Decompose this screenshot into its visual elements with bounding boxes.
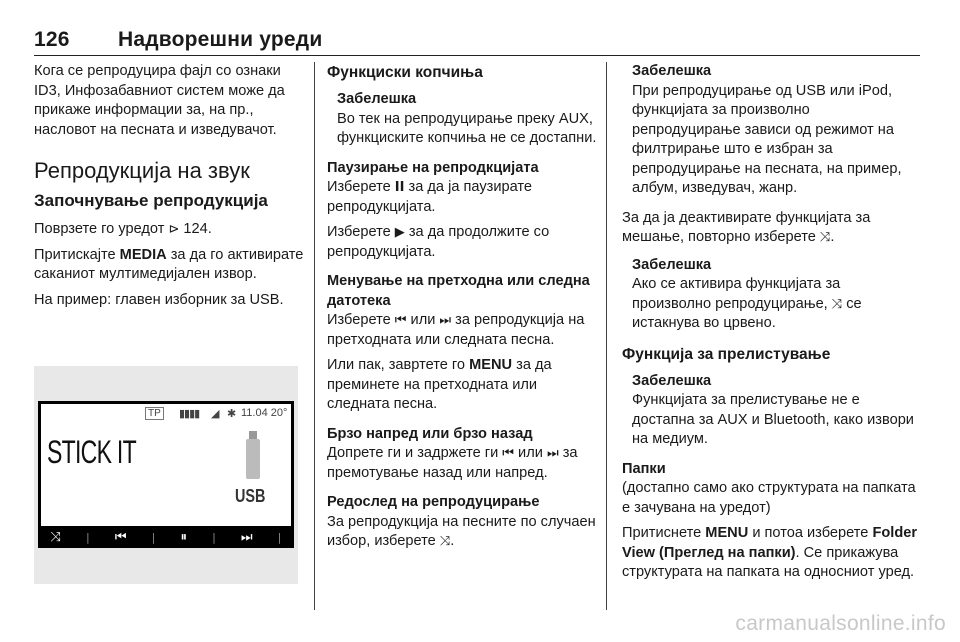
- signal-icon: ◢: [211, 408, 220, 420]
- column-2: [327, 62, 599, 558]
- pause-icon[interactable]: ⏸: [180, 529, 187, 545]
- page-ref-icon: ⊳: [168, 222, 180, 237]
- menu-turn-paragraph: Или пак, завртете го MENU за да преминете на претходната или следната песна.: [327, 357, 552, 412]
- title-fast-forward: Брзо напред или брзо назад: [327, 425, 533, 442]
- note-usb-shuffle: [622, 62, 922, 199]
- tp-indicator: TP: [145, 407, 164, 420]
- note-title: Забелешка: [632, 256, 712, 273]
- folders-paragraph-1: (достапно само ако структурата на папката е зачувана на уредот): [622, 480, 916, 516]
- note-title: Забелешка: [632, 63, 712, 79]
- pause-icon: II: [394, 180, 405, 195]
- usb-label: USB: [235, 486, 266, 506]
- prev-next-paragraph: Изберете ⏮ или ⏭ за репродукција на претходната или следната песна.: [327, 312, 585, 348]
- page-header: [34, 28, 322, 52]
- previous-icon: ⏮: [502, 446, 514, 461]
- note-title: Забелешка: [632, 372, 712, 389]
- separator: |: [86, 530, 90, 544]
- column-1: [34, 62, 304, 316]
- heading-browse: Функција за прелистување: [622, 345, 831, 363]
- title-folders: Папки: [622, 460, 666, 477]
- column-divider-2: [606, 62, 607, 610]
- column-3: [622, 62, 922, 589]
- subheading-start-playback: Започнување репродукција: [34, 191, 268, 210]
- page-title: Надворешни уреди: [118, 28, 323, 51]
- pause-paragraph: Изберете II за да ја паузирате репродукцијата.: [327, 179, 533, 215]
- shuffle-icon[interactable]: ⤨: [50, 529, 61, 545]
- note-aux: [327, 90, 599, 149]
- previous-icon: ⏮: [394, 313, 407, 328]
- separator: |: [212, 530, 216, 544]
- note-text: Во тек на репродуцирање преку AUX, функциските копчиња не се достапни.: [337, 110, 597, 146]
- note-text: Функцијата за прелистување не е достапна за AUX и Bluetooth, како извори на медиум.: [632, 392, 914, 447]
- title-prev-next: Менување на претходна или следна датотека: [327, 273, 590, 309]
- media-key: MEDIA: [119, 246, 167, 263]
- note-title: Забелешка: [337, 91, 417, 107]
- shuffle-paragraph: За репродукција на песните по случаен избор, изберете ⤨.: [327, 513, 596, 549]
- shuffle-icon: ⤨: [439, 534, 451, 549]
- fast-forward-paragraph: Допрете ги и задржете ги ⏮ или ⏭ за премотување назад или напред.: [327, 445, 578, 481]
- separator: |: [277, 530, 282, 544]
- note-browse: [622, 372, 922, 450]
- separator: |: [151, 530, 156, 544]
- shuffle-icon: ⤨: [819, 230, 831, 245]
- intro-paragraph: Кога се репродуцира фајл со ознаки ID3, Инфозабавниот систем може да прикаже информации за, на пр., насловот на песната и изведувачот.: [34, 63, 285, 138]
- example-paragraph: На пример: главен изборник за USB.: [34, 291, 284, 308]
- folders-paragraph-2: Притиснете MENU и потоа изберете Folder View (Преглед на папки). Се прикажува структурата на папката на односниот уред.: [622, 525, 918, 580]
- usb-stick-icon: [246, 439, 260, 479]
- battery-icon: ▮▮▮▮: [179, 408, 200, 420]
- track-title: STICK IT: [47, 434, 136, 470]
- note-text: Ако се активира функцијата за произволно репродуцирање, ⤨ се истакнува во црвено.: [632, 276, 862, 331]
- media-paragraph: Притискајте MEDIA за да го активирате саканиот мултимедијален извор.: [34, 246, 304, 282]
- page-number: 126: [34, 28, 70, 51]
- resume-paragraph: Изберете ▶ за да продолжите со репродукцијата.: [327, 224, 550, 260]
- note-text: При репродуцирање од USB или iPod, функцијата за произволно репродуцирање зависи од режимот на филтрирање што е избран за репродуцирање на песната, на пример, албум, изведувач, жанр.: [632, 82, 902, 196]
- next-icon[interactable]: ⏭: [240, 529, 253, 545]
- shuffle-icon: ⤨: [831, 296, 843, 312]
- clock-temp: 11.04 20°: [241, 407, 288, 419]
- title-play-order: Редослед на репродуцирање: [327, 494, 540, 510]
- heading-function-buttons: Функциски копчиња: [327, 64, 483, 81]
- column-divider-1: [314, 62, 315, 610]
- header-rule: [34, 55, 920, 56]
- display-bezel: [38, 401, 294, 548]
- folder-view-option: Folder View (Преглед на папки): [622, 525, 918, 561]
- title-pause: Паузирање на репродкцијата: [327, 159, 539, 176]
- menu-key: MENU: [469, 357, 513, 373]
- usb-screen-figure: [34, 366, 298, 584]
- control-bar: [38, 526, 294, 548]
- play-icon: ▶: [394, 225, 405, 240]
- previous-icon[interactable]: ⏮: [114, 529, 127, 545]
- watermark: carmanualsonline.info: [735, 612, 946, 635]
- connect-paragraph: Поврзете го уредот ⊳ 124.: [34, 221, 212, 237]
- deactivate-paragraph: За да ја деактивирате функцијата за мешање, повторно изберете ⤨.: [622, 209, 871, 245]
- section-heading-audio: Репродукција на звук: [34, 158, 250, 183]
- menu-key: MENU: [705, 525, 749, 541]
- next-icon: ⏭: [439, 313, 452, 328]
- bluetooth-icon: ✱: [227, 408, 237, 420]
- next-icon: ⏭: [546, 446, 559, 461]
- display-area: [41, 404, 291, 526]
- note-shuffle-red: [622, 256, 922, 334]
